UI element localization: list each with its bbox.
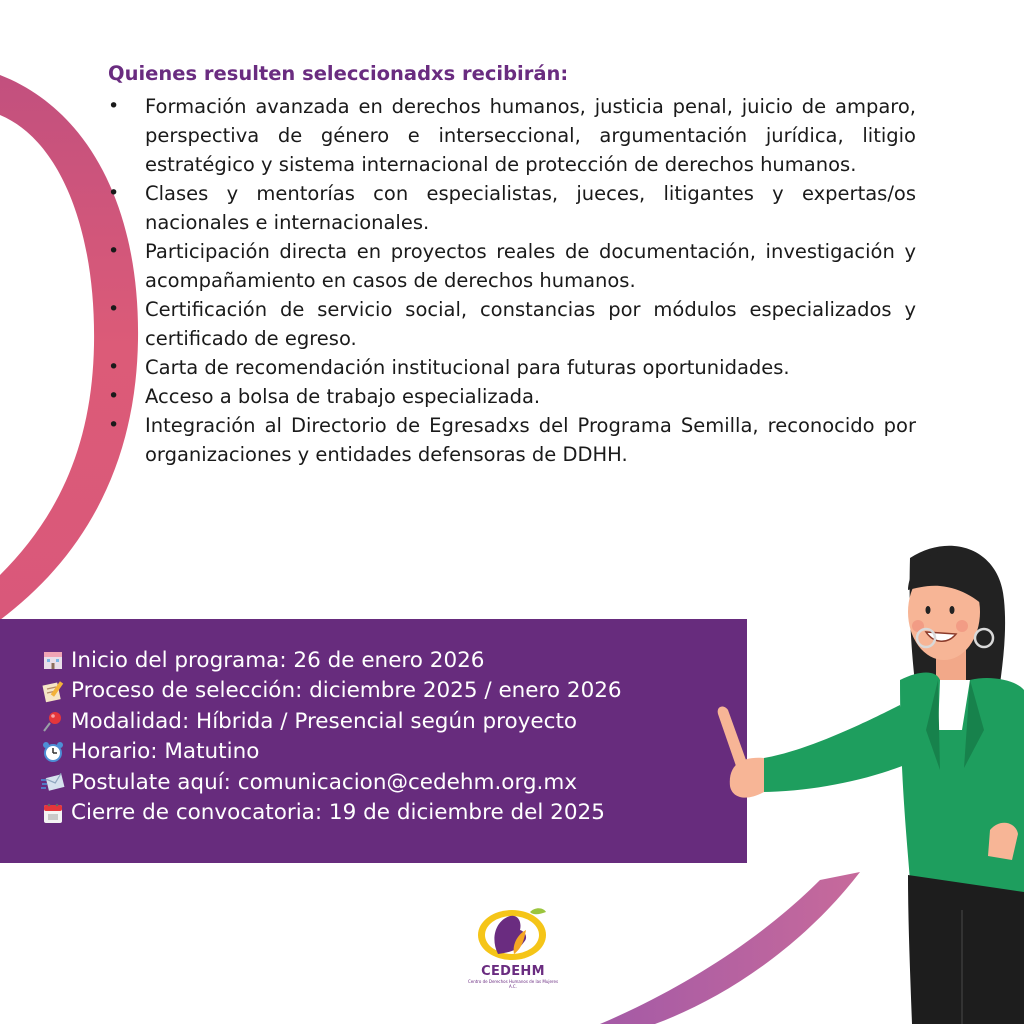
incoming-envelope-icon: [39, 770, 67, 794]
info-row-modality: [39, 706, 747, 737]
calendar-icon: [39, 801, 67, 825]
list-item: • Integración al Directorio de Egresadxs del Programa Semilla, reconocido por organizaciones y entidades defensoras de DDHH.: [108, 411, 916, 469]
info-row-apply: [39, 767, 747, 798]
info-text: Horario: Matutino: [71, 739, 260, 765]
logo-subtitle: Centro de Derechos Humanos de las Mujeres A.C.: [467, 979, 559, 989]
list-item: • Certificación de servicio social, constancias por módulos especializados y certificado de egreso.: [108, 295, 916, 353]
program-info-box: [0, 619, 747, 863]
list-item: • Participación directa en proyectos reales de documentación, investigación y acompañamiento en casos de derechos humanos.: [108, 237, 916, 295]
benefits-list: [108, 92, 916, 469]
school-building-icon: [39, 648, 67, 672]
info-text: Inicio del programa: 26 de enero 2026: [71, 647, 485, 673]
list-item: • Carta de recomendación institucional para futuras oportunidades.: [108, 353, 916, 382]
info-text: Modalidad: Híbrida / Presencial según proyecto: [71, 708, 578, 734]
info-row-deadline: [39, 798, 747, 829]
info-text: Proceso de selección: diciembre 2025 / enero 2026: [71, 678, 622, 704]
round-pushpin-icon: [39, 709, 67, 733]
list-item: • Formación avanzada en derechos humanos, justicia penal, juicio de amparo, perspectiva de género e interseccional, argumentación jurídica, litigio estratégico y sistema internacional de protección de derechos humanos.: [108, 92, 916, 179]
woman-illustration: [700, 530, 1024, 1024]
logo-wordmark: CEDEHM: [481, 964, 545, 979]
info-text: Postulate aquí: comunicacion@cedehm.org.mx: [71, 769, 578, 795]
info-row-schedule: [39, 737, 747, 768]
memo-pencil-icon: [39, 679, 67, 703]
list-item: • Acceso a bolsa de trabajo especializada.: [108, 382, 916, 411]
list-item: • Clases y mentorías con especialistas, jueces, litigantes y expertas/os nacionales e internacionales.: [108, 179, 916, 237]
info-row-start: [39, 645, 747, 676]
alarm-clock-icon: [39, 740, 67, 764]
benefits-heading: Quienes resulten seleccionadxs recibirán:: [108, 62, 569, 85]
info-row-selection: [39, 676, 747, 707]
info-text: Cierre de convocatoria: 19 de diciembre del 2025: [71, 800, 605, 826]
